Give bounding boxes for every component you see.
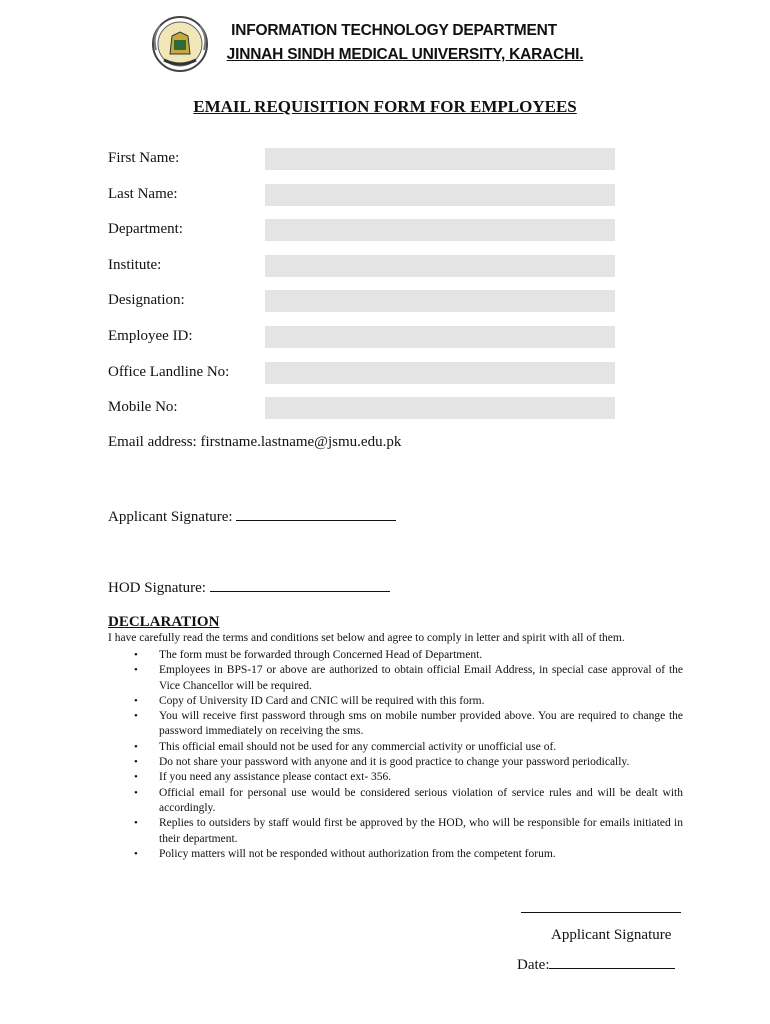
first-name-label: First Name: — [108, 150, 180, 166]
list-item: • Copy of University ID Card and CNIC will be required with this form. — [108, 694, 683, 709]
last-name-field[interactable] — [265, 184, 615, 206]
university-logo — [150, 14, 210, 74]
department-field[interactable] — [265, 219, 615, 241]
office-landline-field[interactable] — [265, 362, 615, 384]
department-label: Department: — [108, 221, 183, 237]
bullet-icon: • — [134, 817, 138, 830]
footer-signature-blank[interactable] — [521, 912, 681, 913]
list-item: • Employees in BPS-17 or above are authorized to obtain official Email Address, in special case approval of the Vice Chancellor will be required. — [134, 664, 683, 692]
applicant-signature-blank[interactable] — [236, 507, 396, 521]
applicant-signature-row — [108, 507, 396, 526]
list-item: • If you need any assistance please contact ext- 356. — [108, 770, 683, 785]
mobile-no-field[interactable] — [265, 397, 615, 419]
hod-signature-blank[interactable] — [210, 578, 390, 592]
bullet-icon: • — [134, 694, 138, 707]
department-heading: INFORMATION TECHNOLOGY DEPARTMENT — [231, 22, 557, 39]
list-item: • This official email should not be used for any commercial activity or unofficial use of. — [108, 740, 683, 755]
employee-id-field[interactable] — [265, 326, 615, 348]
list-item: • Policy matters will not be responded without authorization from the competent forum. — [108, 847, 683, 862]
designation-field[interactable] — [265, 290, 615, 312]
declaration-list — [108, 648, 683, 862]
bullet-icon: • — [134, 756, 138, 769]
applicant-signature-label: Applicant Signature: — [108, 509, 233, 525]
email-address-format: Email address: firstname.lastname@jsmu.edu.pk — [108, 434, 402, 450]
hod-signature-row — [108, 578, 390, 597]
bullet-icon: • — [134, 740, 138, 753]
date-row — [517, 955, 675, 974]
hod-signature-label: HOD Signature: — [108, 580, 206, 596]
university-heading: JINNAH SINDH MEDICAL UNIVERSITY, KARACHI. — [226, 46, 584, 63]
institute-field[interactable] — [265, 255, 615, 277]
footer-applicant-signature-label: Applicant Signature — [551, 927, 672, 943]
list-item: • Official email for personal use would be considered serious violation of service rules and will be dealt with accordingly. — [134, 786, 683, 814]
bullet-icon: • — [134, 649, 138, 661]
date-blank[interactable] — [549, 955, 675, 969]
list-item: • You will receive first password through sms on mobile number provided above. You are required to change the password immediately on receiving the sms. — [134, 710, 683, 738]
list-item: • Replies to outsiders by staff would first be approved by the HOD, who will be responsible for emails initiated in their department. — [134, 817, 683, 845]
bullet-icon: • — [134, 710, 138, 723]
mobile-no-label: Mobile No: — [108, 399, 178, 415]
institute-label: Institute: — [108, 257, 162, 273]
bullet-icon: • — [134, 771, 138, 784]
date-label: Date: — [517, 957, 550, 973]
designation-label: Designation: — [108, 292, 185, 308]
bullet-icon: • — [134, 664, 138, 677]
declaration-intro: I have carefully read the terms and conditions set below and agree to comply in letter and spirit with all of them. — [108, 632, 625, 644]
declaration-title: DECLARATION — [108, 614, 220, 630]
first-name-field[interactable] — [265, 148, 615, 170]
bullet-icon: • — [134, 786, 138, 799]
bullet-icon: • — [134, 847, 138, 860]
form-title: EMAIL REQUISITION FORM FOR EMPLOYEES — [193, 97, 577, 116]
last-name-label: Last Name: — [108, 186, 178, 202]
list-item: • Do not share your password with anyone and it is good practice to change your password periodically. — [108, 755, 683, 770]
employee-id-label: Employee ID: — [108, 328, 193, 344]
office-landline-label: Office Landline No: — [108, 364, 230, 380]
list-item: • The form must be forwarded through Concerned Head of Department. — [108, 648, 683, 663]
